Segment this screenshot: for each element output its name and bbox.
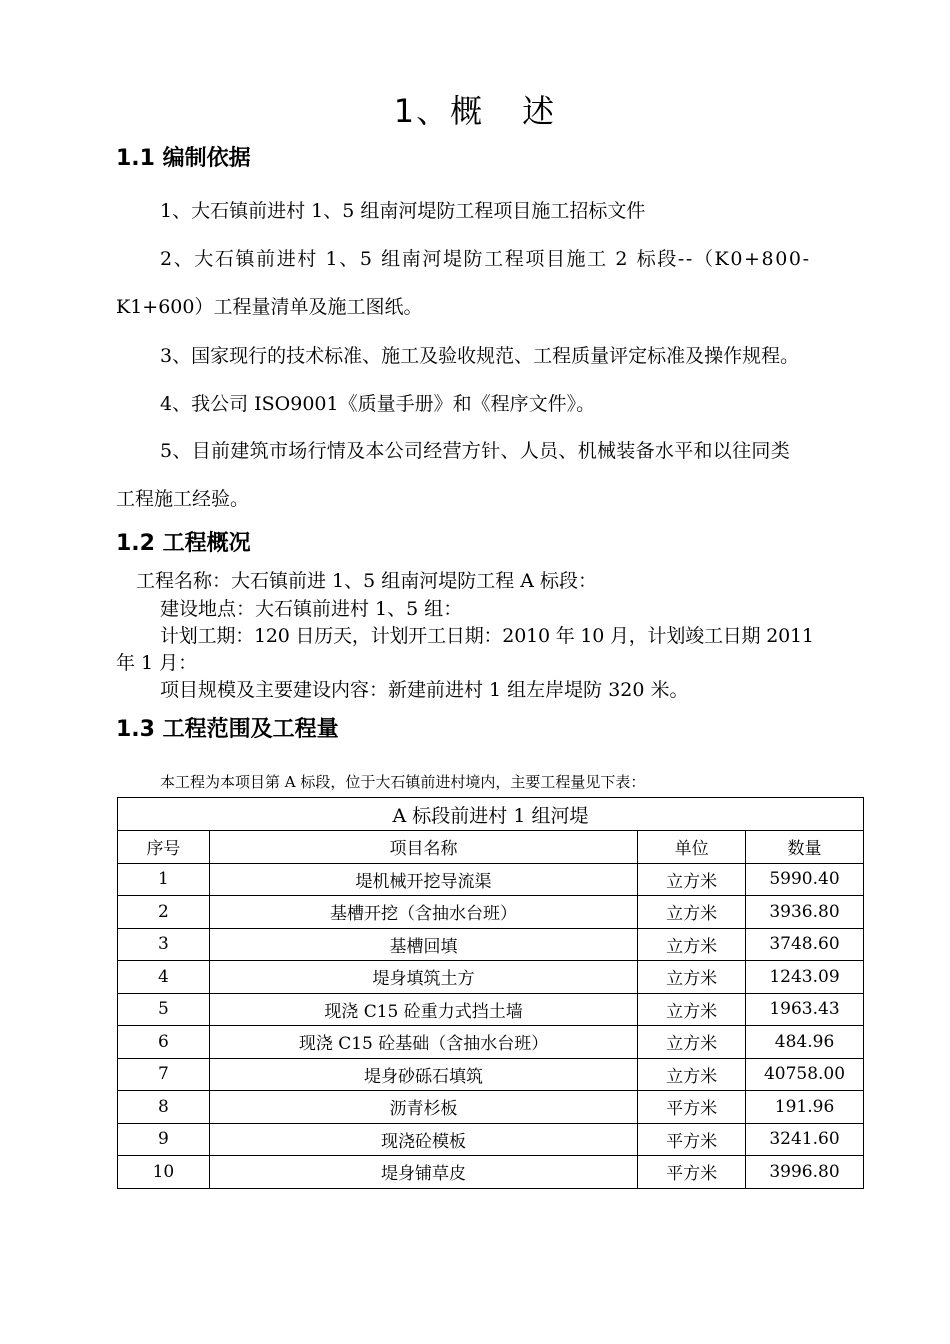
cell-item-name: 现浇 C15 砼基础（含抽水台班）	[209, 1026, 637, 1059]
basis-item-5-line-2: 工程施工经验。	[116, 488, 250, 510]
cell-index: 1	[118, 863, 210, 896]
cell-unit: 平方米	[638, 1091, 746, 1124]
cell-quantity: 1963.43	[746, 993, 864, 1026]
cell-index: 10	[118, 1156, 210, 1189]
cell-index: 8	[118, 1091, 210, 1124]
header-index: 序号	[118, 831, 210, 864]
cell-quantity: 5990.40	[746, 863, 864, 896]
basis-item-2-line-2: K1+600）工程量清单及施工图纸。	[116, 296, 423, 318]
cell-index: 6	[118, 1026, 210, 1059]
cell-quantity: 484.96	[746, 1026, 864, 1059]
table-row	[118, 928, 864, 961]
cell-unit: 立方米	[638, 961, 746, 994]
cell-index: 5	[118, 993, 210, 1026]
table-header-row	[118, 831, 864, 864]
cell-item-name: 堤身填筑土方	[209, 961, 637, 994]
cell-quantity: 3748.60	[746, 928, 864, 961]
cell-unit: 平方米	[638, 1123, 746, 1156]
cell-unit: 立方米	[638, 1058, 746, 1091]
cell-unit: 立方米	[638, 863, 746, 896]
header-quantity: 数量	[746, 831, 864, 864]
basis-item-1: 1、大石镇前进村 1、5 组南河堤防工程项目施工招标文件	[160, 200, 646, 222]
basis-item-5-line-1: 5、目前建筑市场行情及本公司经营方针、人员、机械装备水平和以往同类	[160, 440, 790, 462]
section-heading-1-2: 1.2 工程概况	[116, 531, 251, 556]
cell-quantity: 3936.80	[746, 896, 864, 929]
cell-item-name: 现浇 C15 砼重力式挡土墙	[209, 993, 637, 1026]
overview-scale: 项目规模及主要建设内容：新建前进村 1 组左岸堤防 320 米。	[160, 679, 689, 701]
table-row	[118, 1123, 864, 1156]
table-row	[118, 1091, 864, 1124]
basis-item-3: 3、国家现行的技术标准、施工及验收规范、工程质量评定标准及操作规程。	[160, 345, 800, 367]
cell-item-name: 现浇砼模板	[209, 1123, 637, 1156]
cell-unit: 平方米	[638, 1156, 746, 1189]
cell-item-name: 基槽开挖（含抽水台班）	[209, 896, 637, 929]
cell-unit: 立方米	[638, 896, 746, 929]
cell-quantity: 1243.09	[746, 961, 864, 994]
table-row	[118, 1058, 864, 1091]
table-row	[118, 961, 864, 994]
header-unit: 单位	[638, 831, 746, 864]
overview-location: 建设地点：大石镇前进村 1、5 组：	[160, 598, 463, 620]
cell-quantity: 3996.80	[746, 1156, 864, 1189]
cell-item-name: 基槽回填	[209, 928, 637, 961]
cell-item-name: 沥青杉板	[209, 1091, 637, 1124]
cell-unit: 立方米	[638, 1026, 746, 1059]
overview-name: 工程名称：大石镇前进 1、5 组南河堤防工程 A 标段：	[136, 570, 598, 592]
overview-period-line-2: 年 1 月：	[116, 652, 198, 674]
cell-index: 2	[118, 896, 210, 929]
table-row	[118, 863, 864, 896]
basis-item-2-line-1: 2、大石镇前进村 1、5 组南河堤防工程项目施工 2 标段--（K0+800-	[160, 248, 811, 270]
section-heading-1-1: 1.1 编制依据	[116, 146, 251, 171]
cell-quantity: 40758.00	[746, 1058, 864, 1091]
cell-unit: 立方米	[638, 928, 746, 961]
basis-item-4: 4、我公司 ISO9001《质量手册》和《程序文件》。	[160, 393, 596, 415]
cell-quantity: 3241.60	[746, 1123, 864, 1156]
cell-quantity: 191.96	[746, 1091, 864, 1124]
quantity-table	[117, 797, 864, 1189]
table-row	[118, 1026, 864, 1059]
table-row	[118, 993, 864, 1026]
table-caption: A 标段前进村 1 组河堤	[118, 798, 864, 831]
cell-index: 3	[118, 928, 210, 961]
cell-index: 4	[118, 961, 210, 994]
page-title: 1、概 述	[393, 92, 557, 130]
cell-item-name: 堤身砂砾石填筑	[209, 1058, 637, 1091]
header-item-name: 项目名称	[209, 831, 637, 864]
scope-intro: 本工程为本项目第 A 标段，位于大石镇前进村境内，主要工程量见下表：	[160, 773, 646, 791]
cell-index: 9	[118, 1123, 210, 1156]
cell-item-name: 堤身铺草皮	[209, 1156, 637, 1189]
section-heading-1-3: 1.3 工程范围及工程量	[116, 717, 339, 742]
table-row	[118, 896, 864, 929]
table-row	[118, 1156, 864, 1189]
cell-unit: 立方米	[638, 993, 746, 1026]
overview-period-line-1: 计划工期：120 日历天，计划开工日期：2010 年 10 月，计划竣工日期 2011	[160, 625, 814, 647]
cell-item-name: 堤机械开挖导流渠	[209, 863, 637, 896]
cell-index: 7	[118, 1058, 210, 1091]
